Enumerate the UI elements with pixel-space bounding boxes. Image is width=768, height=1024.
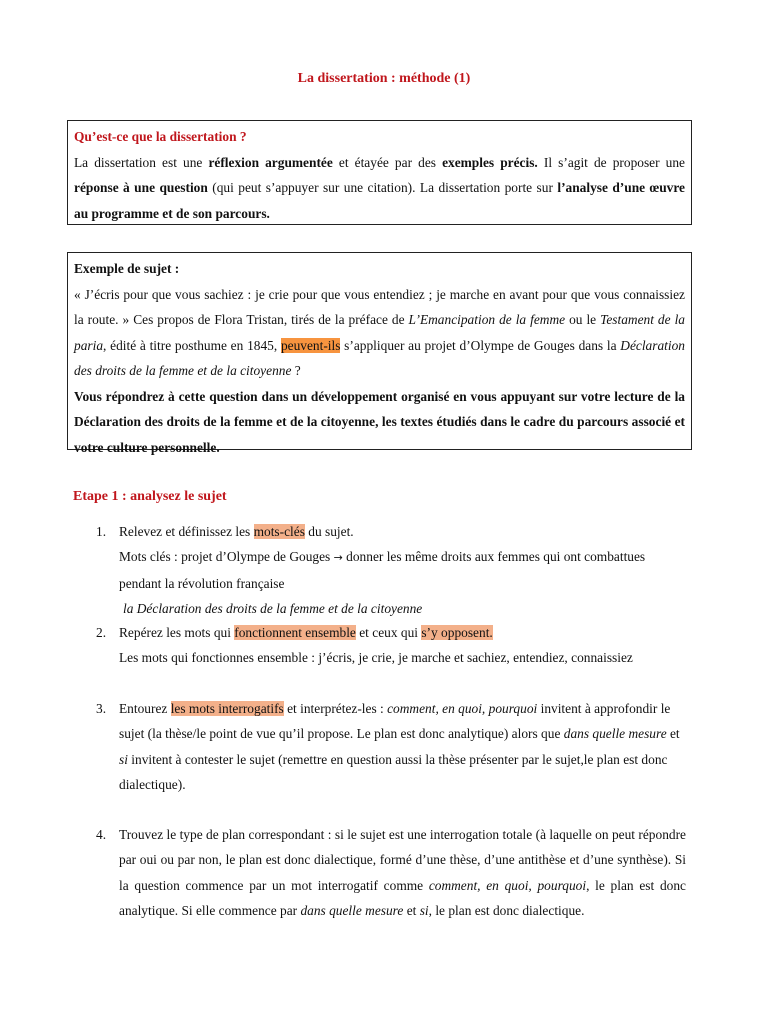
etape-heading: Etape 1 : analysez le sujet — [73, 489, 227, 504]
arrow-right-icon: → — [333, 551, 343, 565]
step-text-part: invitent à contester le sujet (remettre en question aussi la thèse présenter par le sujet,le plan est donc dialectique). — [119, 751, 668, 792]
step-highlight: mots-clés — [253, 524, 305, 539]
step-number: 2. — [96, 625, 107, 640]
definition-text-part: La dissertation est une — [74, 154, 209, 170]
example-text-part: s’appliquer au projet d’Olympe de Gouges dans la — [340, 337, 621, 353]
definition-bold-part: réponse à une question — [74, 180, 208, 195]
step-text-part: et interprétez-les : — [283, 701, 388, 716]
step-text-part: et ceux qui — [355, 625, 422, 640]
step-text-part: du sujet. — [304, 524, 354, 539]
step-highlight: fonctionnent ensemble — [234, 625, 356, 640]
definition-text-part: (qui peut s’appuyer sur une citation). La dissertation porte sur — [207, 180, 558, 195]
step-note: donner les même droits aux femmes qui ont combattues pendant la révolution française — [119, 549, 646, 591]
step-number: 3. — [96, 701, 107, 716]
definition-box — [67, 120, 692, 225]
example-italic-part: Testament de la paria — [74, 312, 685, 353]
example-heading: Exemple de sujet : — [74, 261, 180, 276]
step-italic: dans quelle mesure — [300, 902, 404, 918]
definition-bold-part: exemples précis. — [442, 154, 538, 170]
step-text-part: Entourez — [119, 701, 171, 716]
step-note: Mots clés : projet d’Olympe de Gouges — [119, 549, 334, 565]
example-highlight: peuvent-ils — [280, 337, 341, 353]
definition-bold-part: réflexion argumentée — [208, 154, 333, 170]
step-text-part: Repérez les mots qui — [119, 625, 235, 640]
page-title: La dissertation : méthode (1) — [297, 71, 471, 86]
step-number: 1. — [96, 524, 107, 539]
step-highlight: les mots interrogatifs — [170, 701, 284, 716]
step-note-italic: la Déclaration des droits de la femme et de la citoyenne — [123, 600, 423, 616]
example-instruction: Vous répondrez à cette question dans un développement organisé en vous appuyant sur votre lecture de la Déclaration des droits de la femme et de la citoyenne, les textes étudiés dans le cadre du parcours associé et votre culture personnelle. — [74, 388, 685, 455]
step-text-part: et — [666, 726, 680, 742]
step-text — [119, 822, 686, 923]
definition-bold-part: l’analyse d’une œuvre au programme et de son parcours. — [74, 180, 685, 221]
example-italic-part: Déclaration des droits de la femme et de la citoyenne — [74, 337, 685, 378]
step-text-part: Trouvez le type de plan correspondant : si le sujet est une interrogation totale (à laquelle on peut répondre par oui ou par non, le plan est donc dialectique, formé d’une thèse, d’une antithèse et d’une synthèse). Si la question commence par un mot interrogatif comme — [119, 827, 686, 893]
step-text — [119, 696, 686, 797]
step-note: Les mots qui fonctionnes ensemble : j’écris, je crie, je marche et sachiez, entendiez, connaissiez — [119, 650, 633, 666]
definition-text-part: et étayée par des — [332, 154, 443, 170]
definition-text-part: Il s’agit de proposer une — [537, 154, 686, 170]
example-quote — [74, 282, 685, 384]
step-text — [119, 519, 686, 621]
example-italic-part: L’Emancipation de la femme — [408, 312, 566, 327]
step-italic: comment, en quoi, pourquoi — [387, 701, 538, 716]
step-text — [119, 620, 686, 671]
example-text-part: ou le — [565, 312, 601, 327]
step-text-part: , le plan est donc analytique. Si elle commence par — [119, 877, 686, 918]
example-box — [67, 252, 692, 455]
step-number: 4. — [96, 827, 107, 842]
step-italic: comment, en quoi, pourquoi — [428, 877, 587, 893]
step-text-part: et — [403, 902, 420, 918]
definition-heading: Qu’est-ce que la dissertation ? — [74, 129, 247, 144]
step-text-part: , le plan est donc dialectique. — [428, 902, 585, 918]
step-highlight: s’y opposent. — [421, 625, 493, 640]
step-text-part: invitent à approfondir le sujet (la thèse/le point de vue qu’il propose. Le plan est donc analytique) alors que — [119, 701, 671, 742]
definition-text — [74, 150, 685, 227]
step-italic: si — [419, 902, 429, 918]
step-italic: si — [119, 751, 128, 767]
example-text-part: , édité à titre posthume en 1845, — [103, 337, 281, 353]
example-text-part: ? — [291, 363, 301, 378]
step-text-part: Relevez et définissez les — [119, 524, 254, 539]
step-italic: dans quelle mesure — [563, 726, 667, 742]
example-text-part: « J’écris pour que vous sachiez : je crie pour que vous entendiez ; je marche en avant pour que vous connaissiez la route. » Ces propos de Flora Tristan, tirés de la préface de — [74, 286, 685, 327]
